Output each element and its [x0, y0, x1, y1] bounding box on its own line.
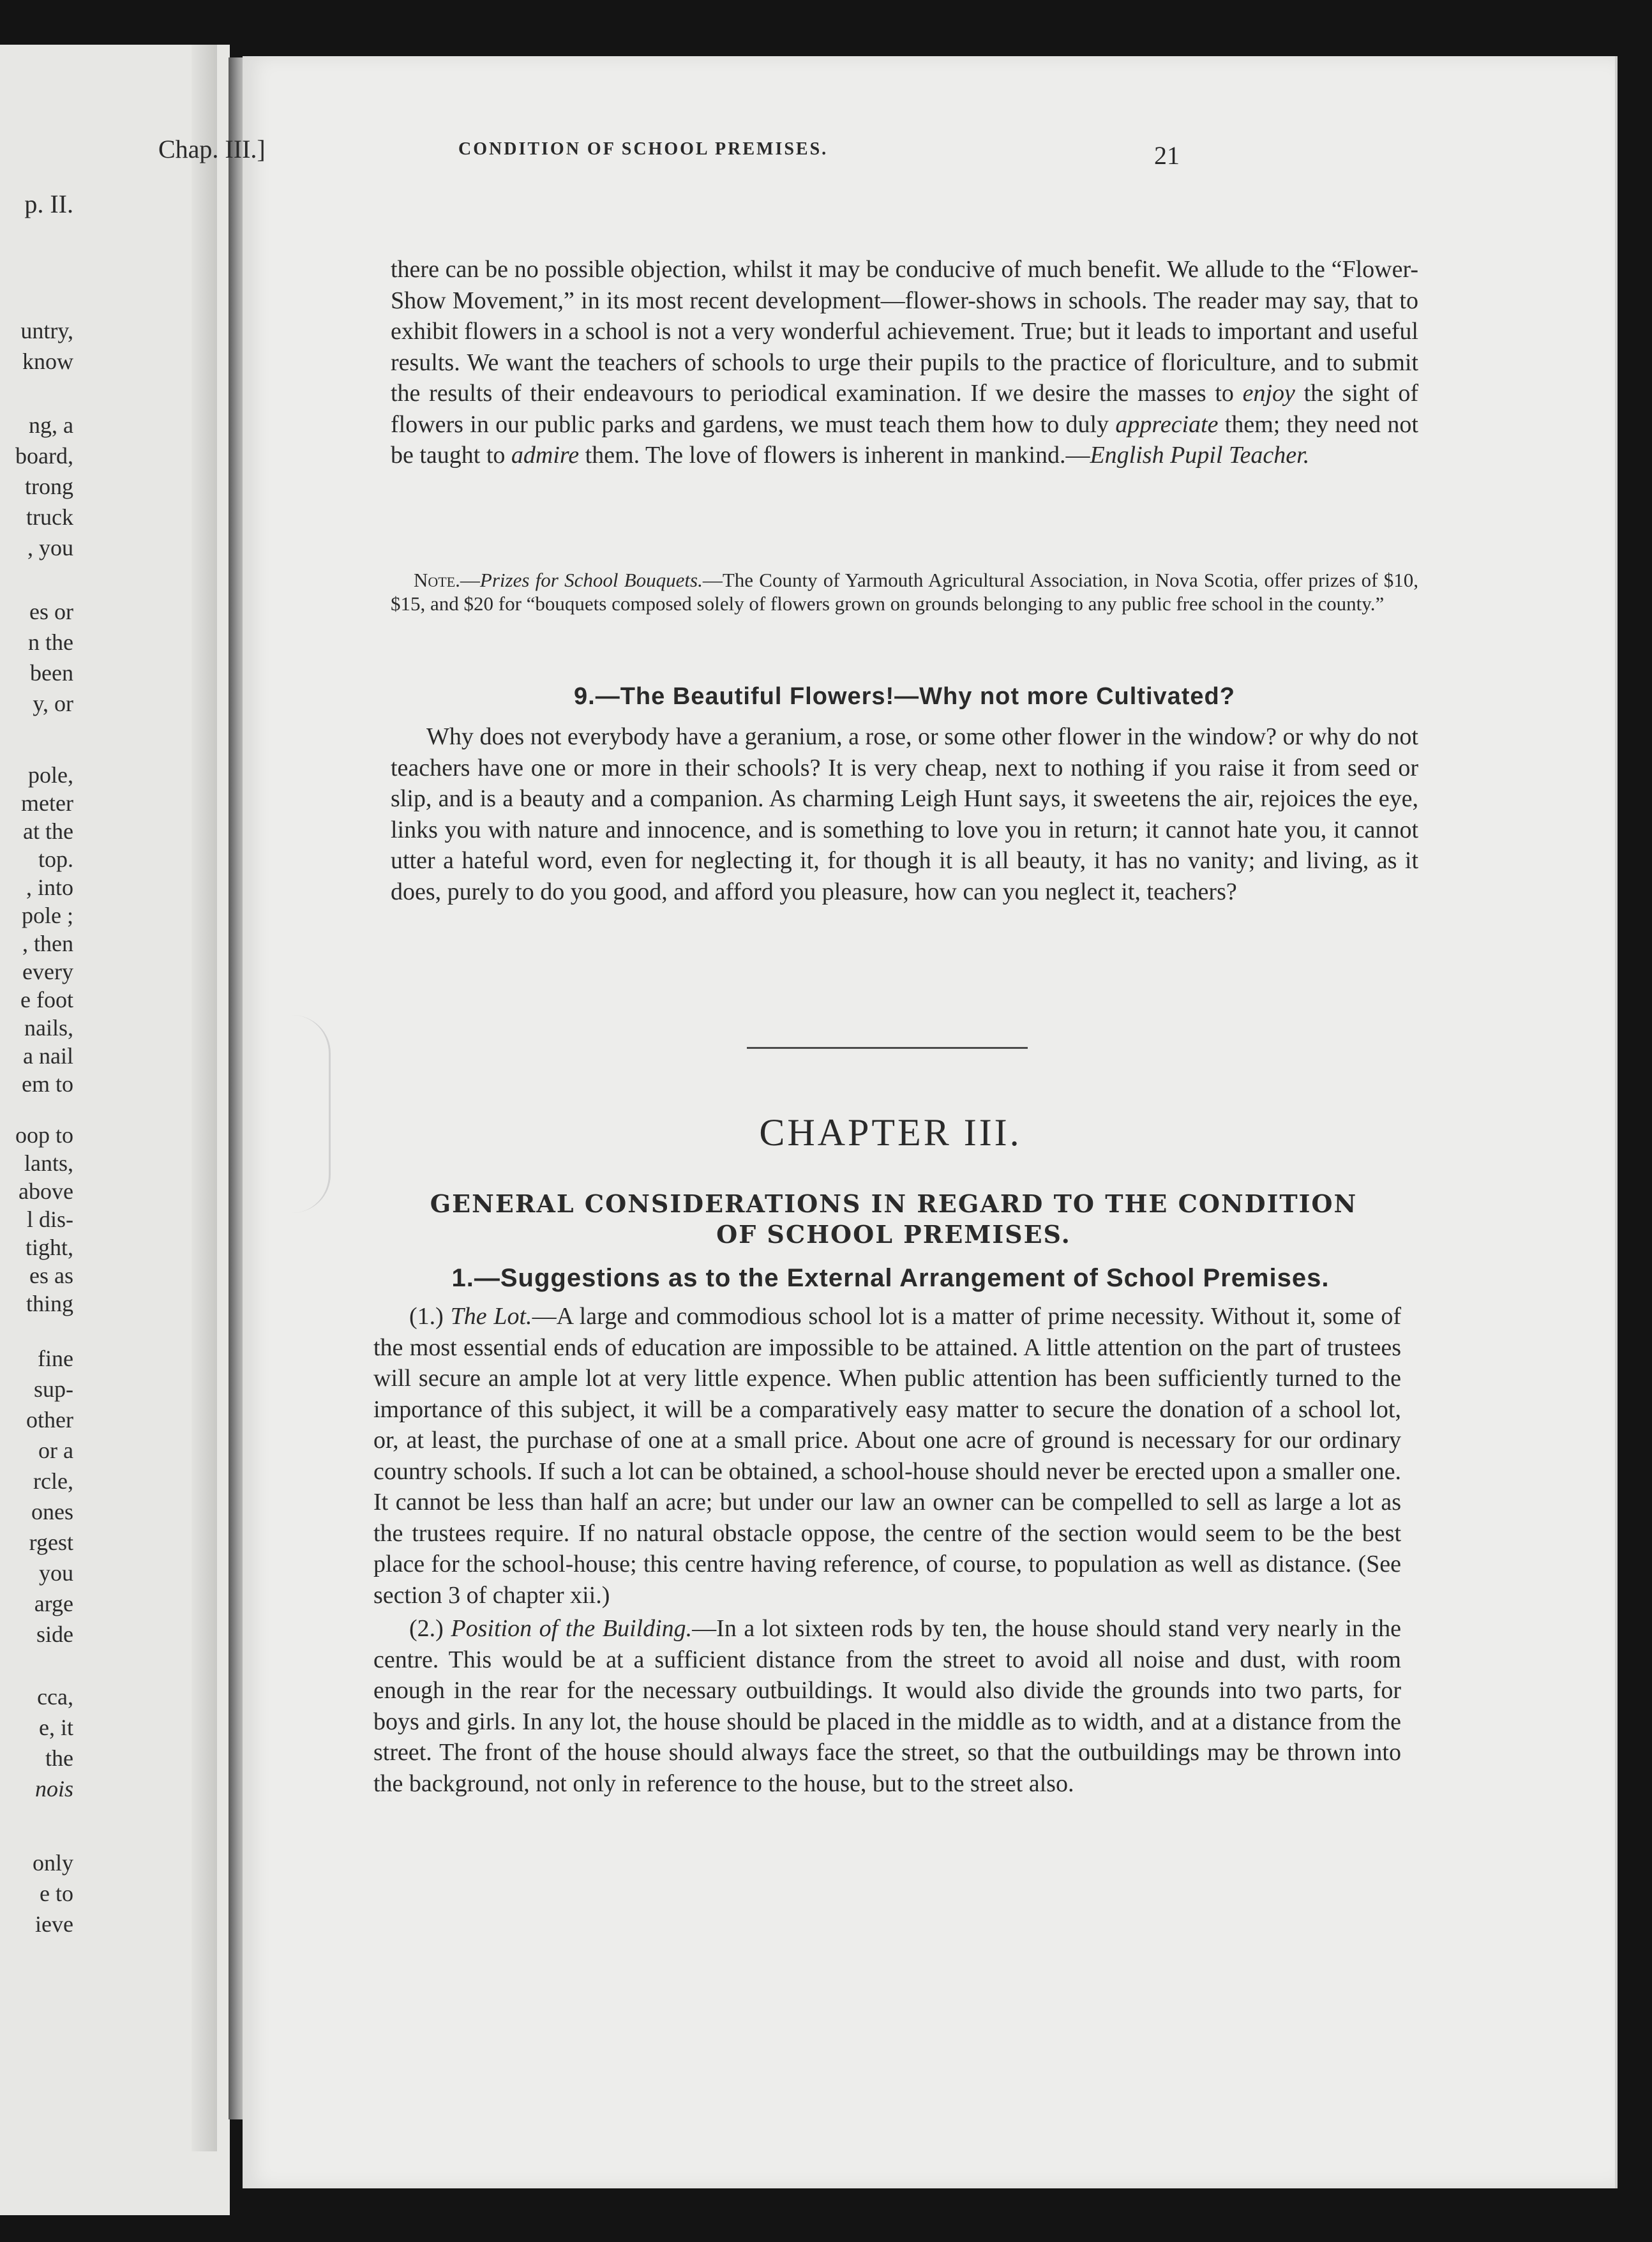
- section-heading: 1.—Suggestions as to the External Arrangement of School Premises.: [451, 1264, 1330, 1292]
- chapter-marker: Chap. III.]: [158, 135, 266, 163]
- paragraph-the-lot: (1.) The Lot.—A large and commodious school lot is a matter of prime necessity. Without it, some of the most essential ends of education are impossible to be attained. A little attention on the part of trustees will secure an ample lot at very little expence. When public attention has been sufficiently turned to the importance of this subject, it will be a comparatively easy matter to secure the donation of a school lot, or, at least, the purchase of one at a small price. About one acre of ground is necessary for our ordinary country schools. If such a lot can be obtained, a school-house should never be erected upon a smaller one. It cannot be less than half an acre; but under our law an owner can be compelled to sell as large a lot as the trustees require. If no natural obstacle oppose, the centre of the section would seem to be the best place for the school-house; this centre having reference, of course, to population as well as distance. (See section 3 of chapter xii.): [373, 1303, 1401, 1609]
- page-number: 21: [1154, 141, 1180, 170]
- previous-page-line: every: [22, 959, 73, 984]
- previous-page-line: untry,: [20, 318, 73, 343]
- previous-page-line: , into: [26, 875, 73, 900]
- note-label: Note.: [414, 569, 460, 591]
- previous-page-line: y, or: [33, 691, 73, 716]
- previous-page-line: trong: [25, 474, 73, 499]
- previous-page-line: thing: [26, 1291, 73, 1316]
- previous-page-line: es or: [29, 599, 73, 624]
- previous-page-line: ones: [31, 1499, 73, 1524]
- previous-page-line: or a: [38, 1438, 73, 1463]
- page-edge: [1615, 56, 1618, 2188]
- running-header: [158, 134, 1409, 172]
- previous-page-line: meter: [21, 790, 73, 816]
- previous-page-line: only: [32, 1850, 73, 1876]
- previous-page-line: tight,: [25, 1235, 73, 1260]
- note-title: Prizes for School Bouquets.: [479, 569, 703, 591]
- previous-page-line: em to: [22, 1071, 73, 1097]
- previous-page-line: ng, a: [29, 412, 73, 438]
- previous-page-line: top.: [38, 846, 73, 872]
- previous-page-line: rgest: [29, 1530, 73, 1555]
- book-gutter: [191, 45, 217, 2151]
- chapter-subtitle: GENERAL CONSIDERATIONS IN REGARD TO THE CONDITION OF SCHOOL PREMISES.: [430, 1189, 1358, 1249]
- previous-page-line: l dis-: [26, 1207, 73, 1232]
- previous-page-line: sup-: [34, 1376, 73, 1402]
- previous-page-line: es as: [29, 1263, 73, 1288]
- previous-page-line: other: [26, 1407, 73, 1433]
- footnote: Note.—Prizes for School Bouquets.—The County of Yarmouth Agricultural Association, in Nova Scotia, offer prizes of $10, $15, and $20 for “bouquets composed solely of flowers grown on grounds belonging to any public free school in the county.”: [391, 569, 1419, 615]
- previous-page-line: p. II.: [24, 190, 73, 218]
- previous-page-line: the: [45, 1745, 73, 1771]
- previous-page-line: truck: [26, 504, 73, 530]
- horizontal-rule: [747, 1047, 1028, 1049]
- previous-page-line: e, it: [39, 1715, 73, 1740]
- previous-page-line: you: [39, 1560, 73, 1586]
- continued-paragraph: [391, 254, 1418, 471]
- previous-page-line: cca,: [37, 1684, 73, 1710]
- paragraph-position-of-building: (2.) Position of the Building.—In a lot sixteen rods by ten, the house should stand very nearly in the centre. This would be at a sufficient distance from the street to avoid all noise and dust, with room enough in the rear for the necessary outbuildings. It would also divide the grounds into two parts, for boys and girls. In any lot, the house should be placed in the middle as to width, and at a distance from the street. The front of the house should always face the street, so that the outbuildings may be thrown into the background, not only in reference to the house, but to the street also.: [373, 1615, 1401, 1797]
- previous-page-line: oop to: [15, 1122, 73, 1148]
- page-fold-mark: [290, 1015, 331, 1213]
- chapter-title: CHAPTER III.: [759, 1111, 1022, 1154]
- previous-page-line: pole,: [28, 762, 73, 788]
- previous-page-line: e to: [40, 1881, 73, 1906]
- section-text: [373, 1301, 1401, 1802]
- previous-page-line: nois: [34, 1776, 73, 1802]
- previous-page-line: pole ;: [22, 903, 73, 928]
- previous-page-line: nails,: [24, 1015, 73, 1041]
- previous-page-line: side: [36, 1621, 73, 1647]
- previous-page-line: , then: [22, 931, 73, 956]
- previous-page-line: know: [22, 349, 73, 374]
- previous-page-line: rcle,: [33, 1468, 73, 1494]
- previous-page-line: been: [30, 660, 73, 686]
- previous-page-line: fine: [38, 1346, 73, 1371]
- section-heading: 9.—The Beautiful Flowers!—Why not more Cultivated?: [574, 683, 1235, 710]
- previous-page-line: board,: [15, 443, 73, 469]
- previous-page-line: lants,: [24, 1150, 73, 1176]
- previous-page-line: arge: [34, 1591, 73, 1616]
- previous-page-line: ieve: [35, 1911, 73, 1937]
- running-title: CONDITION OF SCHOOL PREMISES.: [458, 139, 829, 159]
- paragraph: there can be no possible objection, whilst it may be conducive of much benefit. We allude to the “Flower-Show Movement,” in its most recent development—flower-shows in schools. The reader may say, that to exhibit flowers in a school is not a very wonderful achievement. True; but it leads to important and useful results. We want the teachers of schools to urge their pupils to the practice of floriculture, and to submit the results of their endeavours to periodical examination. If we desire the masses to enjoy the sight of flowers in our public parks and gardens, we must teach them how to duly appreciate them; they need not be taught to admire them. The love of flowers is inherent in mankind.—English Pupil Teacher.: [391, 256, 1418, 469]
- previous-page-line: n the: [28, 629, 73, 655]
- previous-page-line: e foot: [20, 987, 73, 1012]
- previous-page-text: [0, 0, 73, 2242]
- previous-page-line: above: [19, 1178, 73, 1204]
- note-text: —The County of Yarmouth Agricultural Association, in Nova Scotia, offer prizes of $10, $15, and $20 for “bouquets composed solely of flowers grown on grounds belonging to any public free school in the county.”: [391, 569, 1419, 615]
- previous-page-line: , you: [27, 535, 73, 560]
- previous-page-line: at the: [23, 818, 73, 844]
- paragraph: Why does not everybody have a geranium, a rose, or some other flower in the window? or why do not teachers have one or more in their schools? It is very cheap, next to nothing if you raise it from seed or slip, and is a beauty and a companion. As charming Leigh Hunt says, it sweetens the air, rejoices the eye, links you with nature and innocence, and is something to love you in return; it cannot hate you, it cannot utter a hateful word, even for neglecting it, for though it is all beauty, it has no vanity; and living, as it does, purely to do you good, and afford you pleasure, how can you neglect it, teachers?: [391, 723, 1418, 905]
- section-text: [391, 721, 1418, 907]
- previous-page-line: a nail: [23, 1043, 73, 1069]
